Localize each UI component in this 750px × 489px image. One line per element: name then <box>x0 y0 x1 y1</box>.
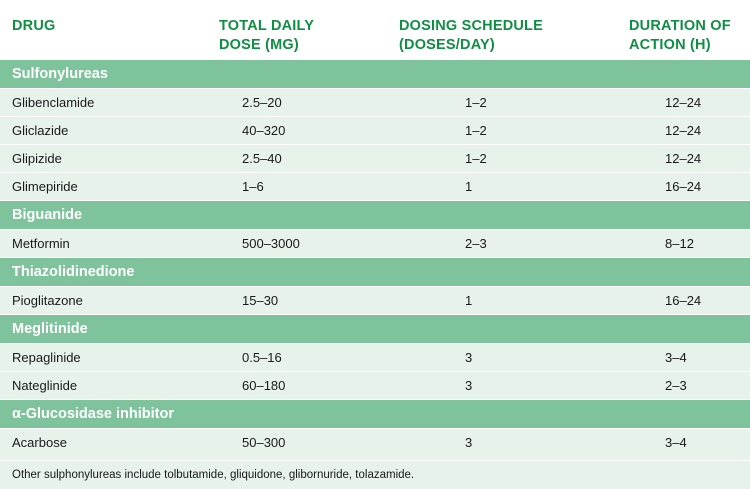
cell-dose: 0.5–16 <box>242 350 282 365</box>
cell-schedule: 3 <box>465 378 473 393</box>
cell-duration: 12–24 <box>665 123 702 138</box>
column-header-schedule-line1: DOSING SCHEDULE <box>399 18 543 34</box>
cell-schedule: 1 <box>465 293 473 308</box>
column-header-dose <box>219 17 314 55</box>
table-row <box>0 88 750 116</box>
column-header-drug <box>12 17 56 36</box>
cell-schedule: 1–2 <box>465 123 487 138</box>
column-header-schedule <box>399 17 543 55</box>
cell-duration: 3–4 <box>665 435 687 450</box>
cell-duration: 3–4 <box>665 350 687 365</box>
table-body <box>0 59 750 456</box>
cell-drug: Glimepiride <box>12 179 78 194</box>
table-header <box>0 0 750 59</box>
cell-drug: Repaglinide <box>12 350 81 365</box>
cell-schedule: 1–2 <box>465 151 487 166</box>
column-header-duration-line1: DURATION OF <box>629 18 731 34</box>
cell-dose: 50–300 <box>242 435 286 450</box>
table-row <box>0 116 750 144</box>
cell-dose: 60–180 <box>242 378 286 393</box>
cell-dose: 1–6 <box>242 179 264 194</box>
column-header-dose-line1: TOTAL DAILY <box>219 18 315 34</box>
group-header: Thiazolidinedione <box>0 257 750 286</box>
cell-drug: Acarbose <box>12 435 67 450</box>
cell-drug: Pioglitazone <box>12 293 83 308</box>
column-header-drug-label: DRUG <box>12 18 56 34</box>
group-header: Meglitinide <box>0 314 750 343</box>
cell-duration: 12–24 <box>665 151 702 166</box>
cell-duration: 8–12 <box>665 236 694 251</box>
cell-drug: Gliclazide <box>12 123 69 138</box>
column-header-duration <box>629 17 731 55</box>
cell-duration: 12–24 <box>665 95 702 110</box>
cell-schedule: 2–3 <box>465 236 487 251</box>
table-row <box>0 172 750 200</box>
table-row <box>0 371 750 399</box>
cell-dose: 40–320 <box>242 123 286 138</box>
cell-duration: 2–3 <box>665 378 687 393</box>
cell-drug: Glipizide <box>12 151 62 166</box>
cell-schedule: 3 <box>465 350 473 365</box>
group-header: Biguanide <box>0 200 750 229</box>
cell-dose: 500–3000 <box>242 236 300 251</box>
table-row <box>0 229 750 257</box>
table-footnote: Other sulphonylureas include tolbutamide, gliquidone, glibornuride, tolazamide. <box>0 460 750 489</box>
group-header: Sulfonylureas <box>0 59 750 88</box>
table-row <box>0 286 750 314</box>
cell-dose: 2.5–20 <box>242 95 282 110</box>
cell-drug: Glibenclamide <box>12 95 95 110</box>
table-row <box>0 343 750 371</box>
column-header-duration-line2: ACTION (H) <box>629 37 711 53</box>
column-header-dose-line2: DOSE (MG) <box>219 37 299 53</box>
cell-schedule: 1–2 <box>465 95 487 110</box>
cell-dose: 15–30 <box>242 293 279 308</box>
table-row <box>0 428 750 456</box>
table-row <box>0 144 750 172</box>
cell-drug: Metformin <box>12 236 70 251</box>
cell-duration: 16–24 <box>665 179 702 194</box>
cell-dose: 2.5–40 <box>242 151 282 166</box>
group-header: α-Glucosidase inhibitor <box>0 399 750 428</box>
cell-schedule: 1 <box>465 179 473 194</box>
cell-drug: Nateglinide <box>12 378 78 393</box>
column-header-schedule-line2: (DOSES/DAY) <box>399 37 495 53</box>
cell-schedule: 3 <box>465 435 473 450</box>
cell-duration: 16–24 <box>665 293 702 308</box>
